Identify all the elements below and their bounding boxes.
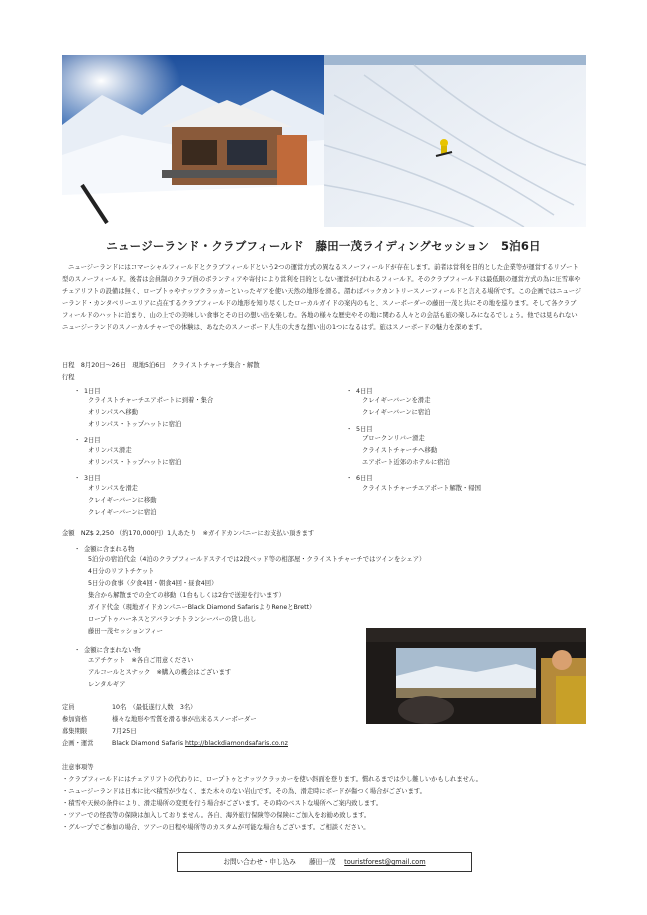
day-2-heading: ・ 2日目 xyxy=(84,435,101,444)
day-4-heading: ・ 4日目 xyxy=(356,386,373,395)
day-2-item: オリンパス滑走 xyxy=(88,447,132,454)
day-4-item: クレイギーバーンに宿泊 xyxy=(362,409,431,416)
included-item: 5日分の食事（夕食4回・朝食4回・昼食4回） xyxy=(88,580,218,587)
day-3-item: オリンパスを滑走 xyxy=(88,485,138,492)
day-5-item: エアポート近郊のホテルに宿泊 xyxy=(362,459,450,466)
included-item: ガイド代金（現地ガイドカンパニーBlack Diamond SafarisよりReneとBrett） xyxy=(88,604,316,611)
detail-value-qualification: 様々な地形や雪質を滑る事が出来るスノーボーダー xyxy=(112,716,257,723)
intro-paragraph: ニュージーランドにはコマーシャルフィールドとクラブフィールドという2つの運営方式の異なるスノーフィールドが存在します。前者は営利を目的とした企業等が運営するリゾート型のスノーフィールド。後者は会員制のクラブ員のボランティアや寄付により営利を目的としない運営が行われるフィールド。そのクラブフィールドは最低限の運営方式の為に圧雪車やチェアリフトの設備は無く、ロープトゥやナッツクラッカーといったギアを使い天然の地形を滑る。謂わばバックカントリースノーフィールドと言える場所です。この企画ではニュージーランド・カンタベリーエリアに点在するクラブフィールドの地形を知り尽くしたローカルガイドの案内のもと、スノーボーダーの藤田一茂と共にその地を巡ります。そして各クラブフィールドのハットに泊まり、山の上での美味しい食事とその日の想い出を楽しむ。各地の様々な歴史やその地に関わる人々との会話も旅の楽しみになるでしょう。他では見られないニュージーランドのスノーカルチャーでの体験は、あなたのスノーボード人生の大きな想い出の1つになるはず。旅はスノーボードの魅力を深めます。 xyxy=(62,264,582,331)
contact-email-link[interactable]: touristforest@gmail.com xyxy=(344,858,426,866)
notes-item: ・ニュージーランドは日本に比べ積雪が少なく、また木々のない岩山です。その為、滑走時にボードが傷つく場合がございます。 xyxy=(62,788,426,795)
price-line: 金額 NZ$ 2,250 （約170,000円）1人あたり ※ガイドカンパニーにお支払い頂きます xyxy=(62,530,315,537)
notes-item: ・ツアーでの怪我等の保険は加入しておりません。各自、海外旅行保険等の保険にご加入をお勧め致します。 xyxy=(62,812,371,819)
excluded-item: レンタルギア xyxy=(88,681,126,688)
day-1-heading: ・ 1日目 xyxy=(84,386,101,395)
day-5-item: ブロークンリバー滑走 xyxy=(362,435,425,442)
included-item: 藤田一茂セッションフィー xyxy=(88,628,163,635)
day-6-item: クライストチャーチエアポート解散・帰国 xyxy=(362,485,481,492)
day-3-heading: ・ 3日目 xyxy=(84,473,101,482)
detail-value-capacity: 10名 （最低遂行人数 3名） xyxy=(112,704,197,711)
excluded-item: エアチケット ※各自ご用意ください xyxy=(88,657,194,664)
day-1-item: クライストチャーチエアポートに到着・集合 xyxy=(88,397,214,404)
notes-item: ・積雪や天候の条件により、滑走場所の変更を行う場合がございます。その時のベストな場所へご案内致します。 xyxy=(62,800,383,807)
organizer-name: Black Diamond Safaris xyxy=(112,740,184,747)
detail-value-organizer xyxy=(112,739,288,749)
day-1-item: オリンパス・トップハットに宿泊 xyxy=(88,421,182,428)
page-title: ニュージーランド・クラブフィールド 藤田一茂ライディングセッション 5泊6日 xyxy=(106,239,541,253)
excluded-label: ・ 金額に含まれない物 xyxy=(84,645,141,654)
photo-mountain-hut xyxy=(62,55,324,227)
notes-item: ・グループでご参加の場合、ツアーの日程や場所等のカスタムが可能な場合もございます。ご相談ください。 xyxy=(62,824,370,831)
detail-label-qualification: 参加資格 xyxy=(62,716,88,723)
detail-label-deadline: 募集期限 xyxy=(62,728,88,735)
photo-snowboarder-slope xyxy=(324,55,586,227)
detail-label-organizer: 企画・運営 xyxy=(62,740,94,747)
day-5-heading: ・ 5日目 xyxy=(356,424,373,433)
notes-item: ・クラブフィールドにはチェアリフトの代わりに、ロープトゥとナッツクラッカーを使い斜面を登ります。慣れるまでは少し難しいかもしれません。 xyxy=(62,776,482,783)
photo-car-road xyxy=(366,628,586,724)
day-2-item: オリンパス・トップハットに宿泊 xyxy=(88,459,182,466)
day-1-item: オリンパスへ移動 xyxy=(88,409,138,416)
detail-label-capacity: 定員 xyxy=(62,704,75,711)
included-item: ロープトゥハーネスとアバランチトランシーバーの貸し出し xyxy=(88,616,257,623)
schedule-label: 行程 xyxy=(62,374,75,381)
detail-value-deadline: 7月25日 xyxy=(112,728,137,735)
included-label: ・ 金額に含まれる物 xyxy=(84,544,134,553)
day-4-item: クレイギーバーンを滑走 xyxy=(362,397,431,404)
schedule-dates: 日程 8月20日〜26日 現地5泊6日 クライストチャーチ集合・解散 xyxy=(62,362,260,369)
day-3-item: クレイギーバーンに宿泊 xyxy=(88,509,157,516)
contact-box xyxy=(177,852,472,872)
included-item: 4日分のリフトチケット xyxy=(88,568,155,575)
notes-label: 注意事項等 xyxy=(62,764,94,771)
day-5-item: クライストチャーチへ移動 xyxy=(362,447,438,454)
organizer-link[interactable]: http://blackdiamondsafaris.co.nz xyxy=(185,740,288,747)
excluded-item: アルコールとスナック ※購入の機会はございます xyxy=(88,669,232,676)
included-item: 5泊分の宿泊代金（4泊のクラブフィールドステイでは2段ベッド等の相部屋・クライストチャーチではツインをシェア） xyxy=(88,556,426,563)
included-item: 集合から解散までの全ての移動（1台もしくは2台で送迎を行います） xyxy=(88,592,285,599)
day-3-item: クレイギーバーンに移動 xyxy=(88,497,157,504)
day-6-heading: ・ 6日目 xyxy=(356,473,373,482)
contact-label: お問い合わせ・申し込み 藤田一茂 xyxy=(223,858,336,866)
